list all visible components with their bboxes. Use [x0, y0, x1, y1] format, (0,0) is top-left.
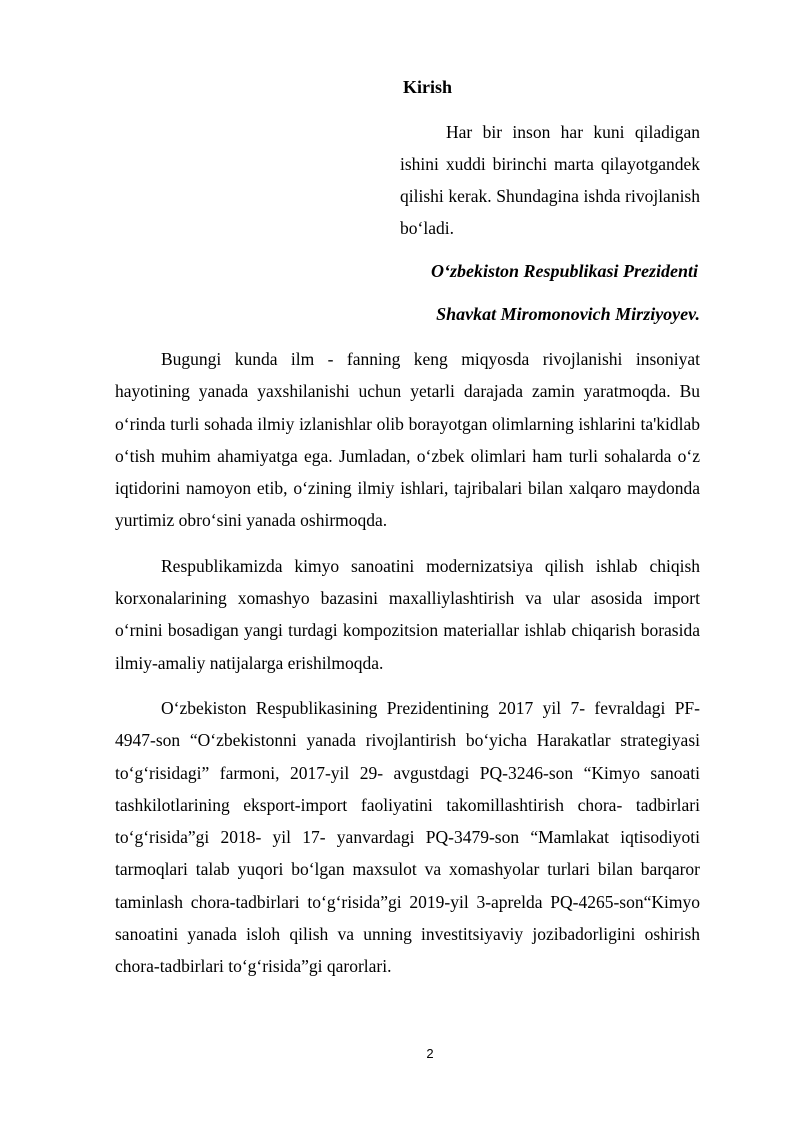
- epigraph-quote: Har bir inson har kuni qiladigan ishini xuddi birinchi marta qilayotgandek qilishi kerak. Shundagina ishda rivojlanish bo‘ladi.: [400, 122, 700, 238]
- paragraph-1: Bugungi kunda ilm - fanning keng miqyosda rivojlanishi insoniyat hayotining yanada yaxshilanishi uchun yetarli darajada zamin yaratmoqda. Bu o‘rinda turli sohada ilmiy izlanishlar olib borayotgan olimlarning ishlarini ta'kidlab o‘tish muhim ahamiyatga ega. Jumladan, o‘zbek olimlari ham turli sohalarda o‘z iqtidorini namoyon etib, o‘zining ilmiy ishlari, tajribalari bilan xalqaro maydonda yurtimiz obro‘sini yanada oshirmoqda.: [115, 349, 700, 531]
- paragraph-2: Respublikamizda kimyo sanoatini modernizatsiya qilish ishlab chiqish korxonalarining xomashyo bazasini maxalliylashtirish va ular asosida import o‘rnini bosadigan yangi turdagi kompozitsion materiallar ishlab chiqarish borasida ilmiy-amaliy natijalarga erishilmoqda.: [115, 555, 700, 673]
- body-text: [115, 343, 700, 996]
- epigraph-author-title: O‘zbekiston Respublikasi Prezidenti: [430, 261, 698, 281]
- paragraph-3: O‘zbekiston Respublikasining Prezidentining 2017 yil 7- fevraldagi PF-4947-son “O‘zbekistonni yanada rivojlantirish bo‘yicha Harakatlar strategiyasi to‘g‘risidagi” farmoni, 2017-yil 29- avgustdagi PQ-3246-son “Kimyo sanoati tashkilotlarining eksport-import faoliyatini takomillashtirish chora- tadbirlari to‘g‘risida”gi 2018- yil 17- yanvardagi PQ-3479-son “Mamlakat iqtisodiyoti tarmoqlari talab yuqori bo‘lgan maxsulot va xomashyolar turlari bilan barqaror taminlash chora-tadbirlari to‘g‘risida”gi 2019-yil 3-aprelda PQ-4265-son“Kimyo sanoatini yanada isloh qilish va unning investitsiyaviy jozibadorligini oshirish chora-tadbirlari to‘g‘risida”gi qarorlari.: [115, 697, 700, 977]
- page-number: 2: [426, 1046, 434, 1061]
- epigraph-author-name: Shavkat Miromonovich Mirziyoyev.: [436, 304, 700, 324]
- section-heading: Kirish: [403, 77, 453, 97]
